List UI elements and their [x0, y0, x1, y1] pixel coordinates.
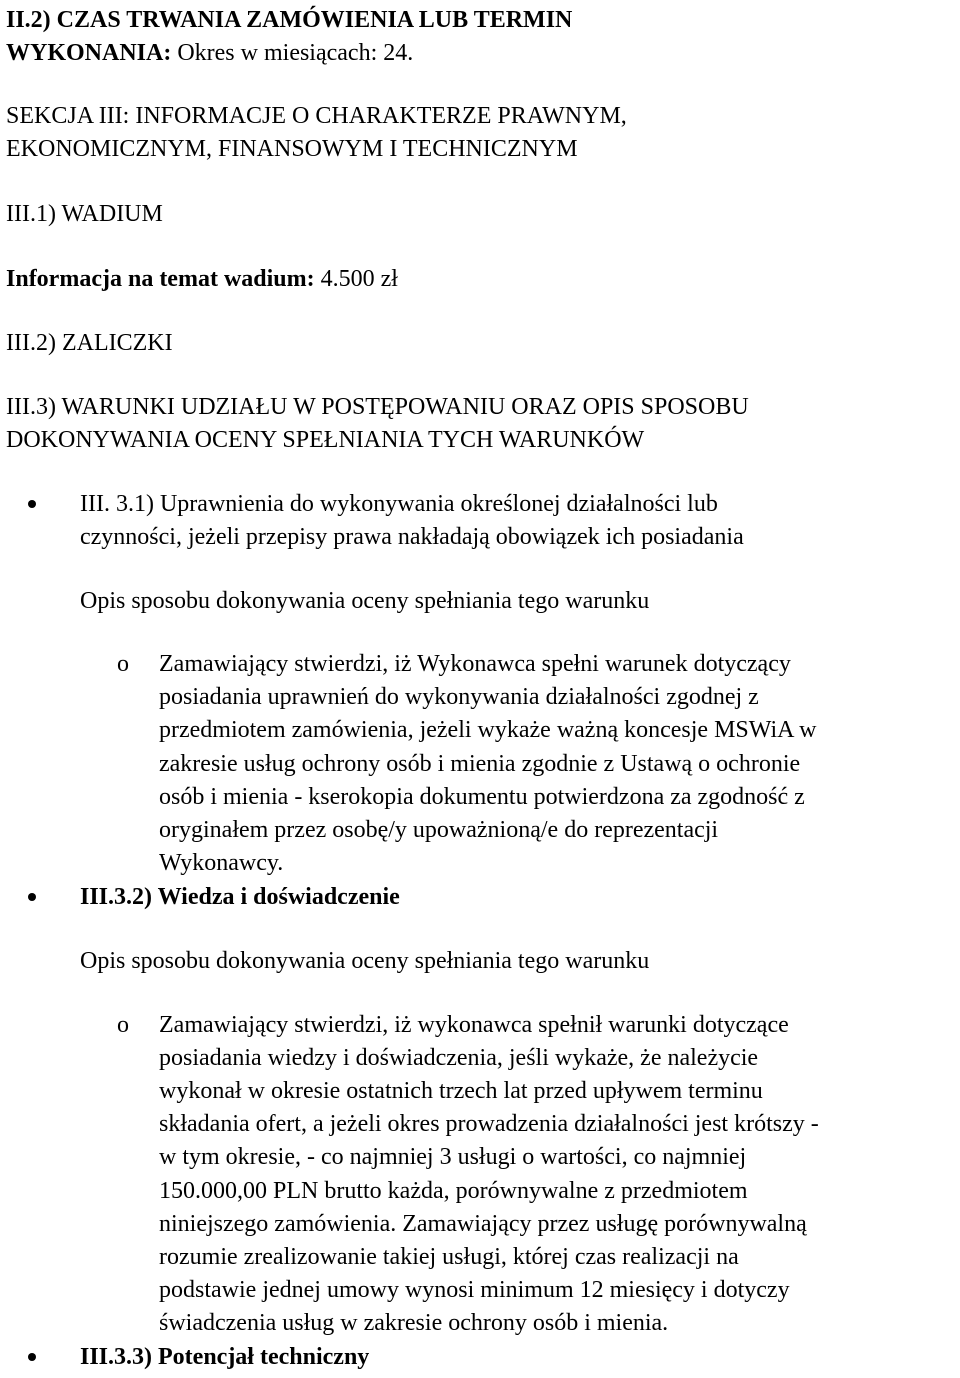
item-3-3-1-detail-line: osób i mienia - kserokopia dokumentu potwierdzona za zgodność z	[159, 784, 805, 810]
section-3-3-heading-line2: DOKONYWANIA OCENY SPEŁNIANIA TYCH WARUNKÓW	[6, 427, 645, 453]
wadium-info	[6, 263, 398, 296]
item-3-3-2-detail-line: podstawie jednej umowy wynosi minimum 12 miesięcy i dotyczy	[159, 1277, 790, 1303]
sub-bullet-circle-icon: o	[117, 651, 129, 677]
item-3-3-2-detail-line: składania ofert, a jeżeli okres prowadzenia działalności jest krótszy -	[159, 1111, 819, 1137]
wadium-info-label: Informacja na temat wadium:	[6, 266, 315, 292]
item-3-3-1-subheading: Opis sposobu dokonywania oceny spełniania tego warunku	[80, 588, 650, 614]
item-3-3-2-detail-line: niniejszego zamówienia. Zamawiający przez usługę porównywalną	[159, 1211, 807, 1237]
item-3-3-2-detail-line: posiadania wiedzy i doświadczenia, jeśli wykaże, że należycie	[159, 1045, 759, 1071]
item-3-3-1-detail-line: posiadania uprawnień do wykonywania działalności zgodnej z	[159, 684, 759, 710]
item-3-3-2-detail-line: Zamawiający stwierdzi, iż wykonawca spełnił warunki dotyczące	[159, 1012, 789, 1038]
section-3-1-heading: III.1) WADIUM	[6, 201, 163, 227]
item-3-3-2-title: III.3.2) Wiedza i doświadczenie	[80, 884, 400, 910]
item-3-3-2-subheading: Opis sposobu dokonywania oceny spełniania tego warunku	[80, 948, 650, 974]
item-3-3-2-detail-line: 150.000,00 PLN brutto każda, porównywalne z przedmiotem	[159, 1178, 748, 1204]
item-3-3-1-detail-line: oryginałem przez osobę/y upoważnioną/e do reprezentacji	[159, 817, 719, 843]
item-3-3-2-detail-line: świadczenia usług w zakresie ochrony osób i mienia.	[159, 1310, 669, 1336]
section-3-title-line1: SEKCJA III: INFORMACJE O CHARAKTERZE PRAWNYM,	[6, 103, 627, 129]
bullet-dot-icon	[28, 893, 36, 901]
section-3-title-line2: EKONOMICZNYM, FINANSOWYM I TECHNICZNYM	[6, 136, 578, 162]
item-3-3-1-detail-line: zakresie usług ochrony osób i mienia zgodnie z Ustawą o ochronie	[159, 751, 801, 777]
sub-bullet-circle-icon: o	[117, 1012, 129, 1038]
item-3-3-2-detail-line: rozumie zrealizowanie takiej usługi, której czas realizacji na	[159, 1244, 739, 1270]
section-2-2-heading-line1: II.2) CZAS TRWANIA ZAMÓWIENIA LUB TERMIN	[6, 7, 573, 33]
item-3-3-2-detail-line: wykonał w okresie ostatnich trzech lat przed upływem terminu	[159, 1078, 763, 1104]
bullet-dot-icon	[28, 1353, 36, 1361]
section-3-3-heading-line1: III.3) WARUNKI UDZIAŁU W POSTĘPOWANIU ORAZ OPIS SPOSOBU	[6, 394, 749, 420]
section-2-2-heading-label: WYKONANIA:	[6, 40, 172, 66]
item-3-3-3-title: III.3.3) Potencjał techniczny	[80, 1344, 370, 1370]
section-2-2-heading-line2	[6, 37, 413, 70]
section-2-2-value: Okres w miesiącach: 24.	[171, 40, 414, 66]
item-3-3-1-title-line2: czynności, jeżeli przepisy prawa nakładają obowiązek ich posiadania	[80, 524, 744, 550]
item-3-3-2-detail-line: w tym okresie, - co najmniej 3 usługi o wartości, co najmniej	[159, 1144, 747, 1170]
wadium-info-value: 4.500 zł	[314, 266, 398, 292]
item-3-3-1-detail-line: Wykonawcy.	[159, 850, 284, 876]
item-3-3-1-detail-line: przedmiotem zamówienia, jeżeli wykaże ważną koncesje MSWiA w	[159, 717, 817, 743]
section-3-2-heading: III.2) ZALICZKI	[6, 330, 173, 356]
item-3-3-1-detail-line: Zamawiający stwierdzi, iż Wykonawca spełni warunek dotyczący	[159, 651, 791, 677]
item-3-3-1-title-line1: III. 3.1) Uprawnienia do wykonywania określonej działalności lub	[80, 491, 718, 517]
bullet-dot-icon	[28, 500, 36, 508]
